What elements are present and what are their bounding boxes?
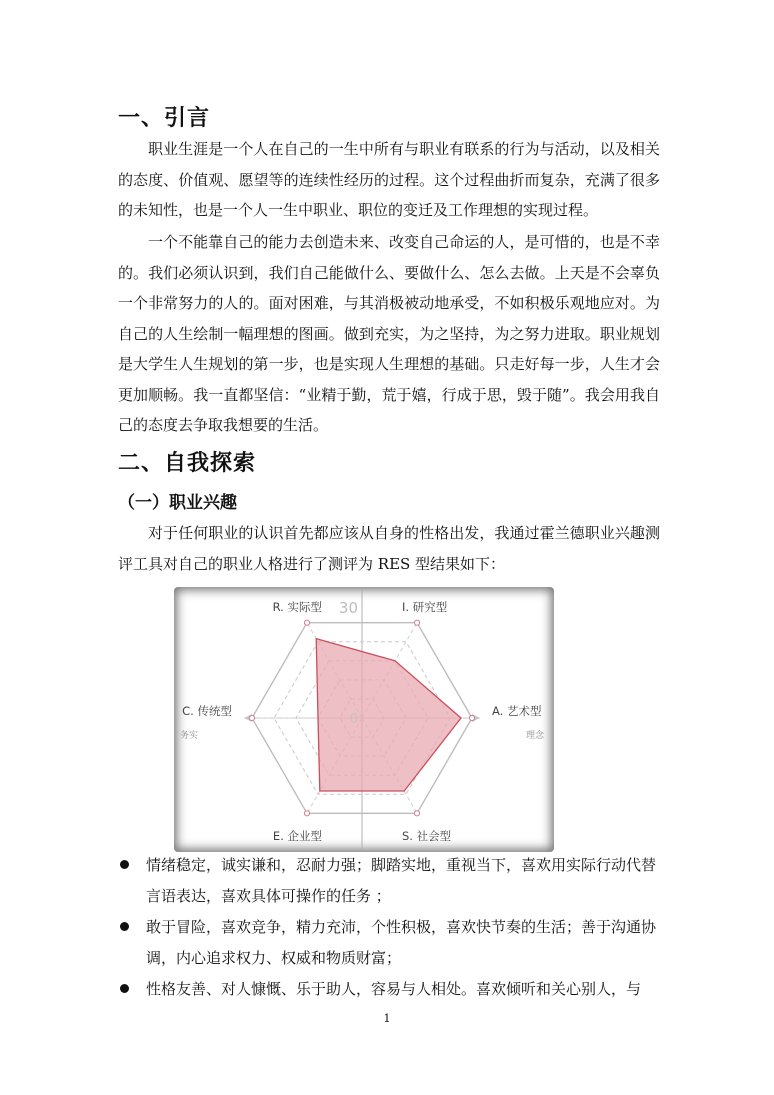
holland-radar-chart — [174, 587, 554, 852]
intro-paragraph-2: 一个不能靠自己的能力去创造未来、改变自己命运的人，是可惜的，也是不幸的。我们必须认识到，我们自己能做什么、要做什么、怎么去做。上天是不会辜负一个非常努力的人的。面对困难，与其消极被动地承受，不如积极乐观地应对。为自己的人生绘制一幅理想的图画。做到充实，为之坚持，为之努力进取。职业规划是大学生人生规划的第一步，也是实现人生理想的基础。只走好每一步，人生才会更加顺畅。我一直都坚信：“业精于勤，荒于嬉，行成于思，毁于随”。我会用我自己的态度去争取我想要的生活。 — [118, 233, 660, 434]
radar-vertex-marker — [414, 811, 419, 816]
list-item — [118, 974, 660, 1005]
bullet-text: 性格友善、对人慷慨、乐于助人，容易与人相处。喜欢倾听和关心别人，与 — [146, 980, 642, 998]
intro-paragraph-1: 职业生涯是一个人在自己的一生中所有与职业有联系的行为与活动，以及相关的态度、价值观、愿望等的连续性经历的过程。这个过程曲折而复杂，充满了很多的未知性，也是一个人一生中职业、职位的变迁及工作理想的实现过程。 — [118, 140, 660, 219]
axis-category-label: S. 社会型 — [402, 829, 452, 843]
self-exploration-heading: 二、自我探索 — [118, 451, 257, 476]
bullet-dot-icon — [120, 922, 129, 931]
tick-label-min: 0 — [349, 712, 358, 727]
left-axis-label: 务实 — [180, 731, 199, 741]
career-interest-heading: （一）职业兴趣 — [118, 493, 237, 513]
axis-category-label: A. 艺术型 — [492, 704, 542, 718]
radar-vertex-marker — [304, 620, 309, 625]
axis-category-label: C. 传统型 — [182, 704, 232, 718]
list-item — [118, 850, 660, 912]
trait-bullet-list — [118, 850, 660, 1005]
tick-label-max: 30 — [338, 599, 358, 617]
radar-vertex-marker — [469, 715, 474, 720]
list-item — [118, 912, 660, 974]
radar-chart-svg — [174, 587, 554, 852]
right-axis-label: 理念 — [526, 731, 545, 741]
bullet-dot-icon — [120, 984, 129, 993]
bullet-text: 情绪稳定，诚实谦和，忍耐力强；脚踏实地，重视当下，喜欢用实际行动代替言语表达，喜欢具体可操作的任务 ； — [146, 856, 657, 905]
radar-vertex-marker — [249, 715, 254, 720]
intro-heading: 一、引言 — [118, 106, 211, 131]
radar-vertex-marker — [304, 811, 309, 816]
bullet-dot-icon — [120, 860, 129, 869]
interest-paragraph: 对于任何职业的认识首先都应该从自身的性格出发，我通过霍兰德职业兴趣测评工具对自己的职业人格进行了测评为 RES 型结果如下： — [118, 524, 660, 573]
axis-category-label: E. 企业型 — [272, 829, 322, 843]
axis-category-label: I. 研究型 — [402, 600, 448, 614]
page-number: 1 — [383, 1012, 391, 1025]
axis-category-label: R. 实际型 — [272, 600, 322, 614]
radar-vertex-marker — [414, 620, 419, 625]
bullet-text: 敢于冒险，喜欢竞争，精力充沛，个性积极，喜欢快节奏的生活；善于沟通协调，内心追求权力、权威和物质财富； — [146, 918, 657, 967]
